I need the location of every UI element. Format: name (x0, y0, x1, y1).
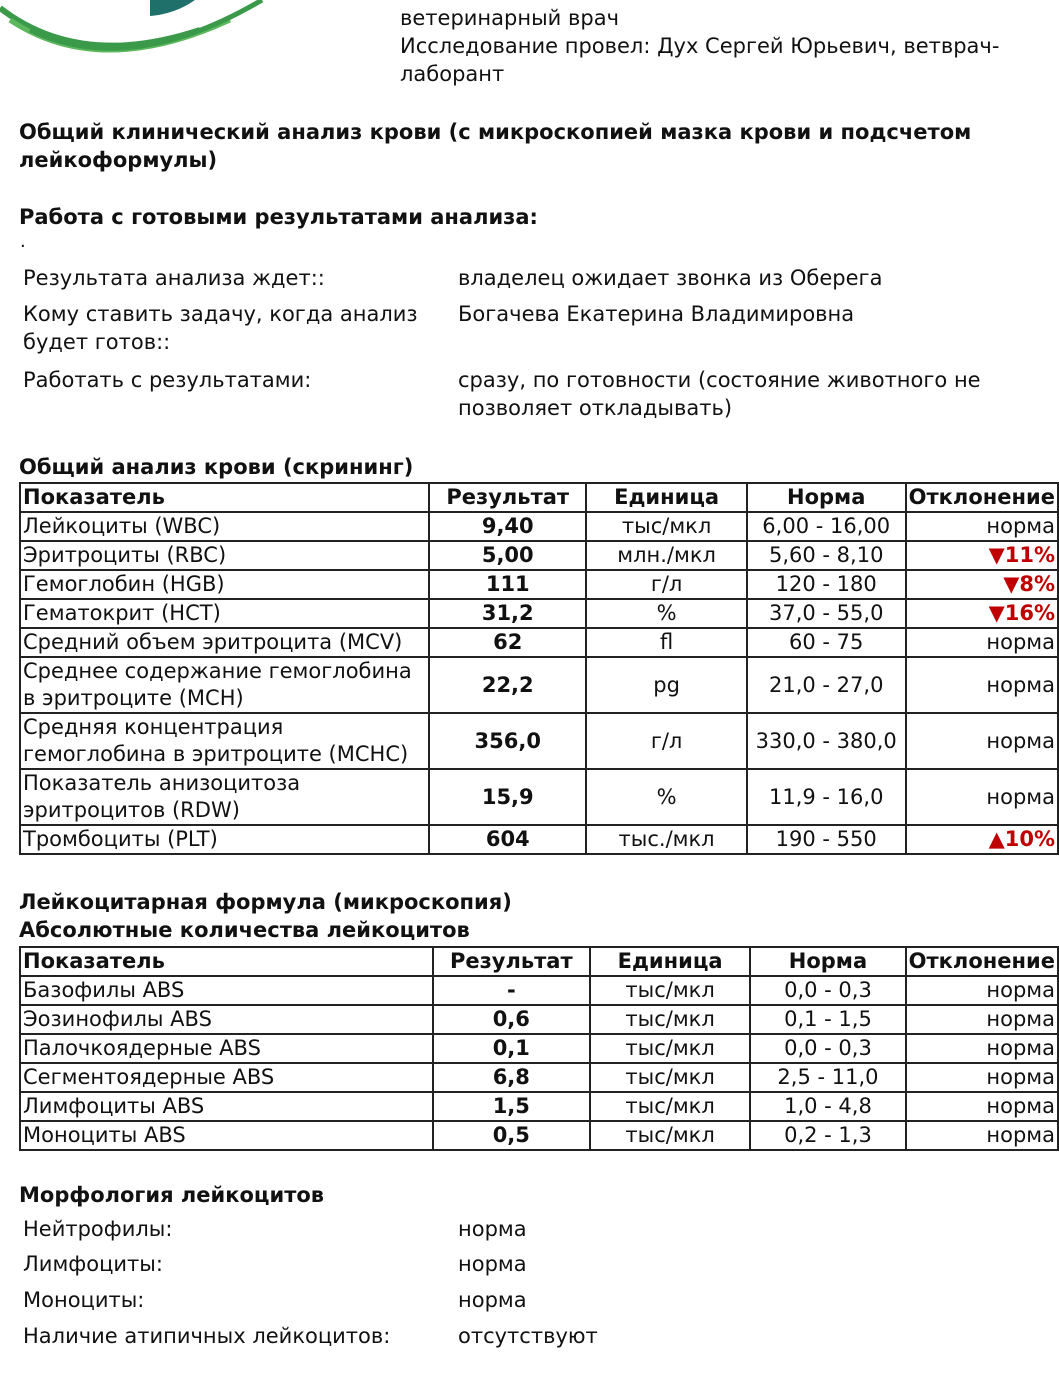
deviation-cell: норма (906, 1121, 1058, 1150)
indicator-cell: Эозинофилы ABS (20, 1005, 433, 1034)
indicator-cell: Среднее содержание гемоглобина в эритроците (MCH) (20, 657, 429, 713)
result-cell: 62 (429, 628, 586, 657)
table-row (20, 541, 1058, 570)
deviation-cell: норма (906, 512, 1058, 541)
leuko-table (19, 946, 1059, 1151)
indicator-cell: Эритроциты (RBC) (20, 541, 429, 570)
column-header: Показатель (20, 947, 433, 976)
norm-cell: 2,5 - 11,0 (750, 1063, 905, 1092)
morph-value: норма (458, 1288, 527, 1312)
morph-value: норма (458, 1252, 527, 1276)
indicator-cell: Лимфоциты ABS (20, 1092, 433, 1121)
indicator-cell: Гематокрит (HCT) (20, 599, 429, 628)
norm-cell: 6,00 - 16,00 (747, 512, 906, 541)
result-cell: 22,2 (429, 657, 586, 713)
deviation-cell: норма (906, 976, 1058, 1005)
unit-cell: тыс./мкл (586, 825, 746, 854)
unit-cell: тыс/мкл (590, 1092, 750, 1121)
header-line: лаборант (400, 62, 505, 86)
unit-cell: тыс/мкл (590, 1121, 750, 1150)
result-cell: 15,9 (429, 769, 586, 825)
result-cell: 604 (429, 825, 586, 854)
analysis-title: Общий клинический анализ крови (с микроскопией мазка крови и подсчетом лейкоформулы) (19, 120, 972, 172)
column-header: Отклонение (906, 483, 1058, 512)
norm-cell: 120 - 180 (747, 570, 906, 599)
unit-cell: г/л (586, 570, 746, 599)
morph-key: Нейтрофилы: (23, 1217, 173, 1241)
column-header: Норма (747, 483, 906, 512)
table-row (20, 628, 1058, 657)
result-cell: 0,5 (433, 1121, 590, 1150)
unit-cell: млн./мкл (586, 541, 746, 570)
result-cell: - (433, 976, 590, 1005)
unit-cell: тыс/мкл (590, 1063, 750, 1092)
table-header-row (20, 483, 1058, 512)
deviation-cell: ▼16% (906, 599, 1058, 628)
table-row (20, 976, 1058, 1005)
indicator-cell: Гемоглобин (HGB) (20, 570, 429, 599)
table-row (20, 570, 1058, 599)
norm-cell: 0,0 - 0,3 (750, 1034, 905, 1063)
table-row (20, 657, 1058, 713)
result-cell: 5,00 (429, 541, 586, 570)
unit-cell: fl (586, 628, 746, 657)
norm-cell: 21,0 - 27,0 (747, 657, 906, 713)
result-cell: 356,0 (429, 713, 586, 769)
unit-cell: % (586, 769, 746, 825)
norm-cell: 0,2 - 1,3 (750, 1121, 905, 1150)
unit-cell: тыс/мкл (586, 512, 746, 541)
norm-cell: 190 - 550 (747, 825, 906, 854)
norm-cell: 1,0 - 4,8 (750, 1092, 905, 1121)
deviation-cell: ▼8% (906, 570, 1058, 599)
morph-heading: Морфология лейкоцитов (19, 1183, 325, 1207)
result-cell: 0,1 (433, 1034, 590, 1063)
deviation-cell: норма (906, 1034, 1058, 1063)
result-cell: 9,40 (429, 512, 586, 541)
indicator-cell: Палочкоядерные ABS (20, 1034, 433, 1063)
unit-cell: pg (586, 657, 746, 713)
morph-key: Наличие атипичных лейкоцитов: (23, 1324, 391, 1348)
norm-cell: 11,9 - 16,0 (747, 769, 906, 825)
leuko-subheading: Абсолютные количества лейкоцитов (19, 918, 470, 942)
table-row (20, 713, 1058, 769)
deviation-cell: норма (906, 769, 1058, 825)
clinic-logo (0, 0, 270, 60)
deviation-cell: ▼11% (906, 541, 1058, 570)
deviation-cell: норма (906, 1063, 1058, 1092)
work-value: владелец ожидает звонка из Оберега (458, 266, 883, 290)
work-value: Богачева Екатерина Владимировна (458, 302, 855, 326)
column-header: Отклонение (906, 947, 1058, 976)
cbc-heading: Общий анализ крови (скрининг) (19, 455, 414, 479)
indicator-cell: Базофилы ABS (20, 976, 433, 1005)
table-header-row (20, 947, 1058, 976)
norm-cell: 0,1 - 1,5 (750, 1005, 905, 1034)
result-cell: 31,2 (429, 599, 586, 628)
deviation-cell: норма (906, 657, 1058, 713)
header-line: ветеринарный врач (400, 6, 619, 30)
table-row (20, 769, 1058, 825)
leuko-heading: Лейкоцитарная формула (микроскопия) (19, 890, 512, 914)
table-row (20, 1034, 1058, 1063)
work-key: Кому ставить задачу, когда анализ будет готов:: (23, 302, 418, 354)
morph-key: Лимфоциты: (23, 1252, 163, 1276)
indicator-cell: Средний объем эритроцита (MCV) (20, 628, 429, 657)
work-key: Работать с результатами: (23, 368, 312, 392)
unit-cell: г/л (586, 713, 746, 769)
table-row (20, 1063, 1058, 1092)
result-cell: 1,5 (433, 1092, 590, 1121)
result-cell: 6,8 (433, 1063, 590, 1092)
column-header: Единица (590, 947, 750, 976)
header-line: Исследование провел: Дух Сергей Юрьевич, ветврач- (400, 34, 1000, 58)
column-header: Единица (586, 483, 746, 512)
unit-cell: тыс/мкл (590, 1005, 750, 1034)
norm-cell: 5,60 - 8,10 (747, 541, 906, 570)
norm-cell: 60 - 75 (747, 628, 906, 657)
table-row (20, 599, 1058, 628)
cbc-table (19, 482, 1059, 855)
deviation-cell: норма (906, 1092, 1058, 1121)
morph-value: норма (458, 1217, 527, 1241)
unit-cell: тыс/мкл (590, 1034, 750, 1063)
norm-cell: 330,0 - 380,0 (747, 713, 906, 769)
column-header: Показатель (20, 483, 429, 512)
work-heading: Работа с готовыми результатами анализа: (19, 205, 538, 229)
table-row (20, 1121, 1058, 1150)
column-header: Результат (433, 947, 590, 976)
column-header: Норма (750, 947, 905, 976)
indicator-cell: Моноциты ABS (20, 1121, 433, 1150)
indicator-cell: Тромбоциты (PLT) (20, 825, 429, 854)
unit-cell: тыс/мкл (590, 976, 750, 1005)
result-cell: 0,6 (433, 1005, 590, 1034)
indicator-cell: Средняя концентрация гемоглобина в эритроците (MCHC) (20, 713, 429, 769)
deviation-cell: норма (906, 628, 1058, 657)
work-key: Результата анализа ждет:: (23, 266, 325, 290)
indicator-cell: Показатель анизоцитоза эритроцитов (RDW) (20, 769, 429, 825)
unit-cell: % (586, 599, 746, 628)
deviation-cell: ▲10% (906, 825, 1058, 854)
deviation-cell: норма (906, 713, 1058, 769)
work-value: сразу, по готовности (состояние животного не позволяет откладывать) (458, 368, 981, 420)
table-row (20, 825, 1058, 854)
table-row (20, 512, 1058, 541)
table-row (20, 1092, 1058, 1121)
morph-key: Моноциты: (23, 1288, 145, 1312)
report-header (400, 4, 999, 88)
norm-cell: 37,0 - 55,0 (747, 599, 906, 628)
dot-marker: . (20, 231, 26, 252)
indicator-cell: Сегментоядерные ABS (20, 1063, 433, 1092)
morph-value: отсутствуют (458, 1324, 598, 1348)
deviation-cell: норма (906, 1005, 1058, 1034)
column-header: Результат (429, 483, 586, 512)
indicator-cell: Лейкоциты (WBC) (20, 512, 429, 541)
table-row (20, 1005, 1058, 1034)
norm-cell: 0,0 - 0,3 (750, 976, 905, 1005)
result-cell: 111 (429, 570, 586, 599)
